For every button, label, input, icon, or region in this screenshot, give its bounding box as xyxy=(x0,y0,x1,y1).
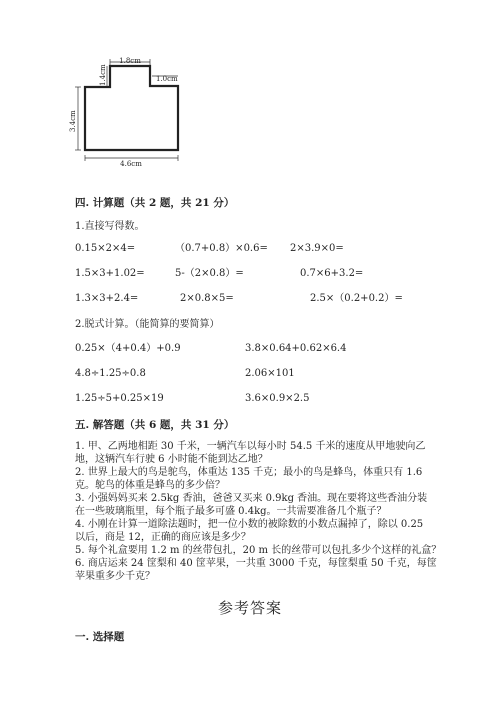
q2-r1c2: 3.8×0.64+0.62×6.4 xyxy=(245,343,347,354)
s5-line-10: 6. 商店运来 24 筐梨和 40 筐苹果，一共重 3000 千克，每筐梨重 50 千克，每筐 xyxy=(75,558,437,569)
s5-line-8: 以后，商是 12，正确的商应该是多少？ xyxy=(75,532,251,543)
q2-r2c2: 2.06×101 xyxy=(245,368,295,379)
s5-line-5: 3. 小强妈妈买来 2.5kg 香油，爸爸又买来 0.9kg 香油。现在要将这些香油分装 xyxy=(75,493,428,504)
s5-line-3: 2. 世界上最大的鸟是鸵鸟，体重达 135 千克；最小的鸟是蜂鸟，体重只有 1.6 xyxy=(75,467,423,478)
dim-small: 1.0cm xyxy=(156,75,178,83)
answers-title: 参考答案 xyxy=(217,599,282,617)
q2-r2c1: 4.8÷1.25÷0.8 xyxy=(75,368,146,379)
dim-top: 1.8cm xyxy=(119,57,141,65)
q2-r3c1: 1.25÷5+0.25×19 xyxy=(75,393,164,404)
q2-r1c1: 0.25×（4+0.4）+0.9 xyxy=(75,343,181,354)
s5-line-11: 苹果重多少千克？ xyxy=(75,571,155,582)
q2-title: 2.脱式计算。（能简算的要简算） xyxy=(75,319,220,330)
q1-r1c3: 2×3.9×0= xyxy=(290,243,344,254)
q1-title: 1.直接写得数。 xyxy=(75,221,145,232)
dim-bottom: 4.6cm xyxy=(120,160,142,168)
q1-r2c3: 0.7×6+3.2= xyxy=(300,268,364,279)
section5-heading: 五. 解答题（共 6 题，共 31 分） xyxy=(75,419,235,431)
section4-heading: 四. 计算题（共 2 题，共 21 分） xyxy=(75,197,235,209)
q1-r1c1: 0.15×2×4= xyxy=(75,243,136,254)
s5-line-4: 克。鸵鸟的体重是蜂鸟的多少倍？ xyxy=(75,480,225,491)
s5-line-7: 4. 小刚在计算一道除法题时，把一位小数的被除数的小数点漏掉了，除以 0.25 xyxy=(75,519,424,530)
q1-r2c1: 1.5×3+1.02= xyxy=(75,268,145,279)
q1-r1c2: （0.7+0.8）×0.6= xyxy=(175,243,268,254)
q2-r3c2: 3.6×0.9×2.5 xyxy=(245,393,310,404)
shape-figure xyxy=(60,52,200,172)
s5-line-9: 5. 每个礼盒要用 1.2 m 的丝带包扎，20 m 长的丝带可以包扎多少个这样的礼盒？ xyxy=(75,545,442,556)
q1-r3c2: 2×0.8×5= xyxy=(180,293,234,304)
s5-line-2: 地，这辆汽车行驶 6 小时能不能到达乙地？ xyxy=(75,454,268,465)
q1-r2c2: 5-（2×0.8）= xyxy=(175,268,244,279)
answers-section1: 一. 选择题 xyxy=(75,631,125,643)
dim-step: 1.4cm xyxy=(99,64,107,86)
s5-line-6: 在一些玻璃瓶里，每个瓶子最多可盛 0.4kg。一共需要准备几个瓶子？ xyxy=(75,506,387,517)
dim-height: 3.4cm xyxy=(69,110,77,132)
q1-r3c1: 1.3×3+2.4= xyxy=(75,293,139,304)
s5-line-1: 1. 甲、乙两地相距 30 千米，一辆汽车以每小时 54.5 千米的速度从甲地驶向乙 xyxy=(75,441,426,452)
q1-r3c3: 2.5×（0.2+0.2）= xyxy=(310,293,403,304)
